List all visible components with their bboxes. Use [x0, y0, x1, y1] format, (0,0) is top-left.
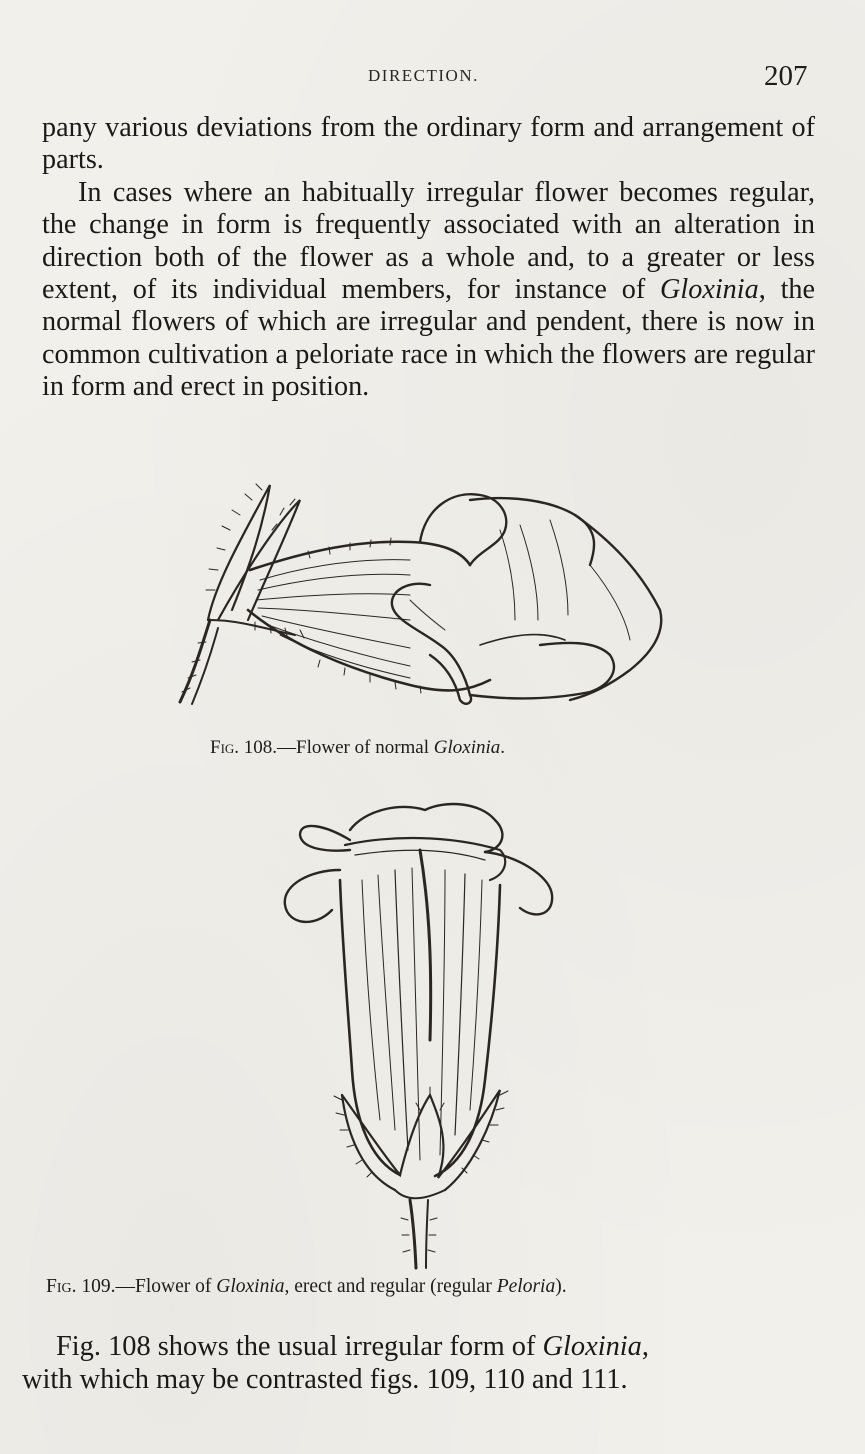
- paragraph-peloria: [42, 177, 815, 404]
- caption-end: .: [500, 737, 506, 758]
- closing-line-2: with which may be contrasted figs. 109, 110 and 111.: [22, 1364, 628, 1395]
- page-number: 207: [764, 60, 808, 92]
- running-head: DIRECTION.: [368, 66, 479, 85]
- gloxinia-normal-flower-illustration: [170, 470, 670, 720]
- figure-109-caption: [46, 1276, 567, 1298]
- paragraph-continuation: pany various deviations from the ordinary form and arrangement of parts.: [42, 112, 815, 176]
- figure-label: Fig.: [210, 737, 240, 758]
- genus-name: Gloxinia: [660, 274, 759, 306]
- caption-text-mid: , erect and regular (regular: [284, 1276, 497, 1297]
- caption-text: 108.—Flower of normal: [239, 737, 434, 758]
- caption-end: ).: [555, 1276, 567, 1297]
- closing-paragraph: [22, 1330, 782, 1396]
- caption-genus: Gloxinia: [216, 1276, 285, 1297]
- caption-genus: Gloxinia: [433, 737, 501, 758]
- figure-108-caption: [210, 737, 505, 759]
- caption-text: 109.—Flower of: [76, 1276, 217, 1297]
- closing-comma: ,: [641, 1331, 649, 1362]
- closing-line-1: [22, 1330, 782, 1363]
- body-text: [42, 112, 815, 404]
- gloxinia-peloric-flower-illustration: [270, 790, 570, 1270]
- figure-label: Fig.: [46, 1276, 77, 1297]
- closing-text-start: Fig. 108 shows the usual irregular form of: [56, 1331, 543, 1362]
- paragraph-text-start: In cases where an habitually irregular flower becomes regular, the change in form is frequently associated with an alteration in direction both of the flower as a whole and, to a greater or less extent, of its individual members, for instance of: [42, 176, 815, 306]
- paragraph-text-end: , the normal flowers of which are irregular and pendent, there is now in common cultivation a peloriate race in which the flowers are regular in form and erect in position.: [42, 274, 815, 403]
- caption-term: Peloria: [496, 1276, 556, 1297]
- closing-genus: Gloxinia: [542, 1331, 642, 1362]
